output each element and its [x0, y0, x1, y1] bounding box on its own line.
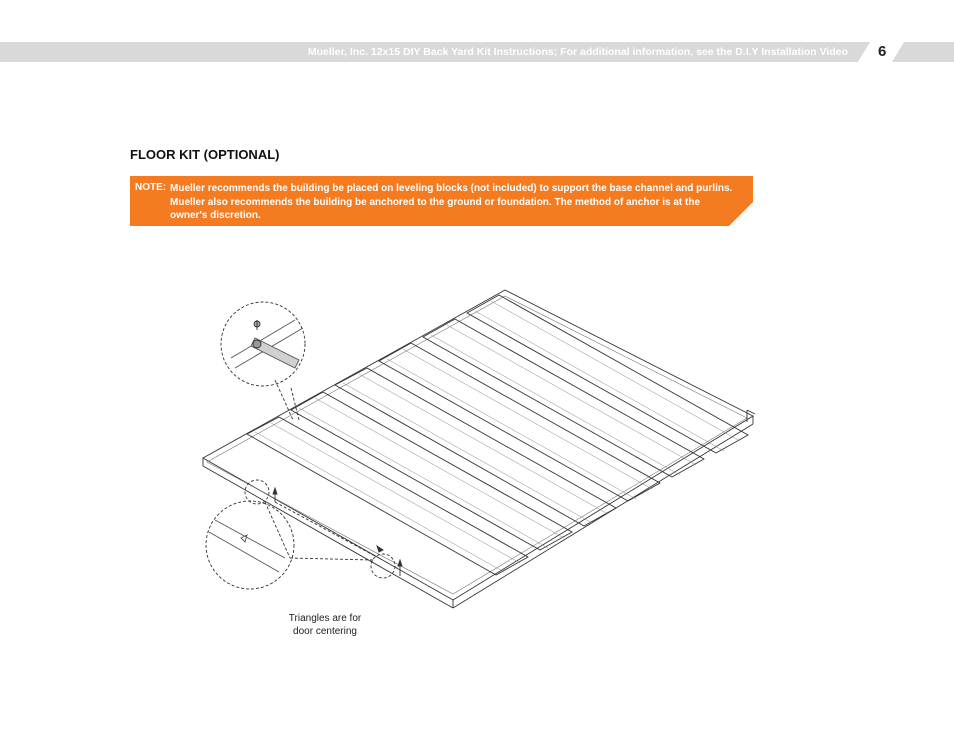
section-title: FLOOR KIT (OPTIONAL): [130, 147, 280, 162]
floor-kit-diagram: [195, 280, 765, 615]
diagram-caption: [270, 612, 380, 638]
page-number: 6: [878, 43, 887, 60]
frame-outline: [203, 290, 753, 600]
header-title: Mueller, Inc. 12x15 DIY Back Yard Kit Instructions; For additional information, see the D.I.Y Installation Video: [307, 46, 848, 58]
caption-line-1: Triangles are for: [288, 613, 362, 624]
floor-frame-illustration: [195, 280, 765, 610]
purlins: [247, 295, 748, 575]
note-text: Mueller recommends the building be placed on leveling blocks (not included) to support the base channel and purlins. Mueller also recommends the building be anchored to the ground or foundation. The method of anchor is at the owner's discretion.: [170, 183, 733, 221]
detail-callout-bottom: [206, 480, 402, 589]
frame-inner-edge: [207, 296, 747, 594]
caption-line-2: door centering: [293, 626, 357, 637]
note-label: NOTE:: [135, 182, 167, 193]
detail-callout-top: [221, 302, 305, 420]
